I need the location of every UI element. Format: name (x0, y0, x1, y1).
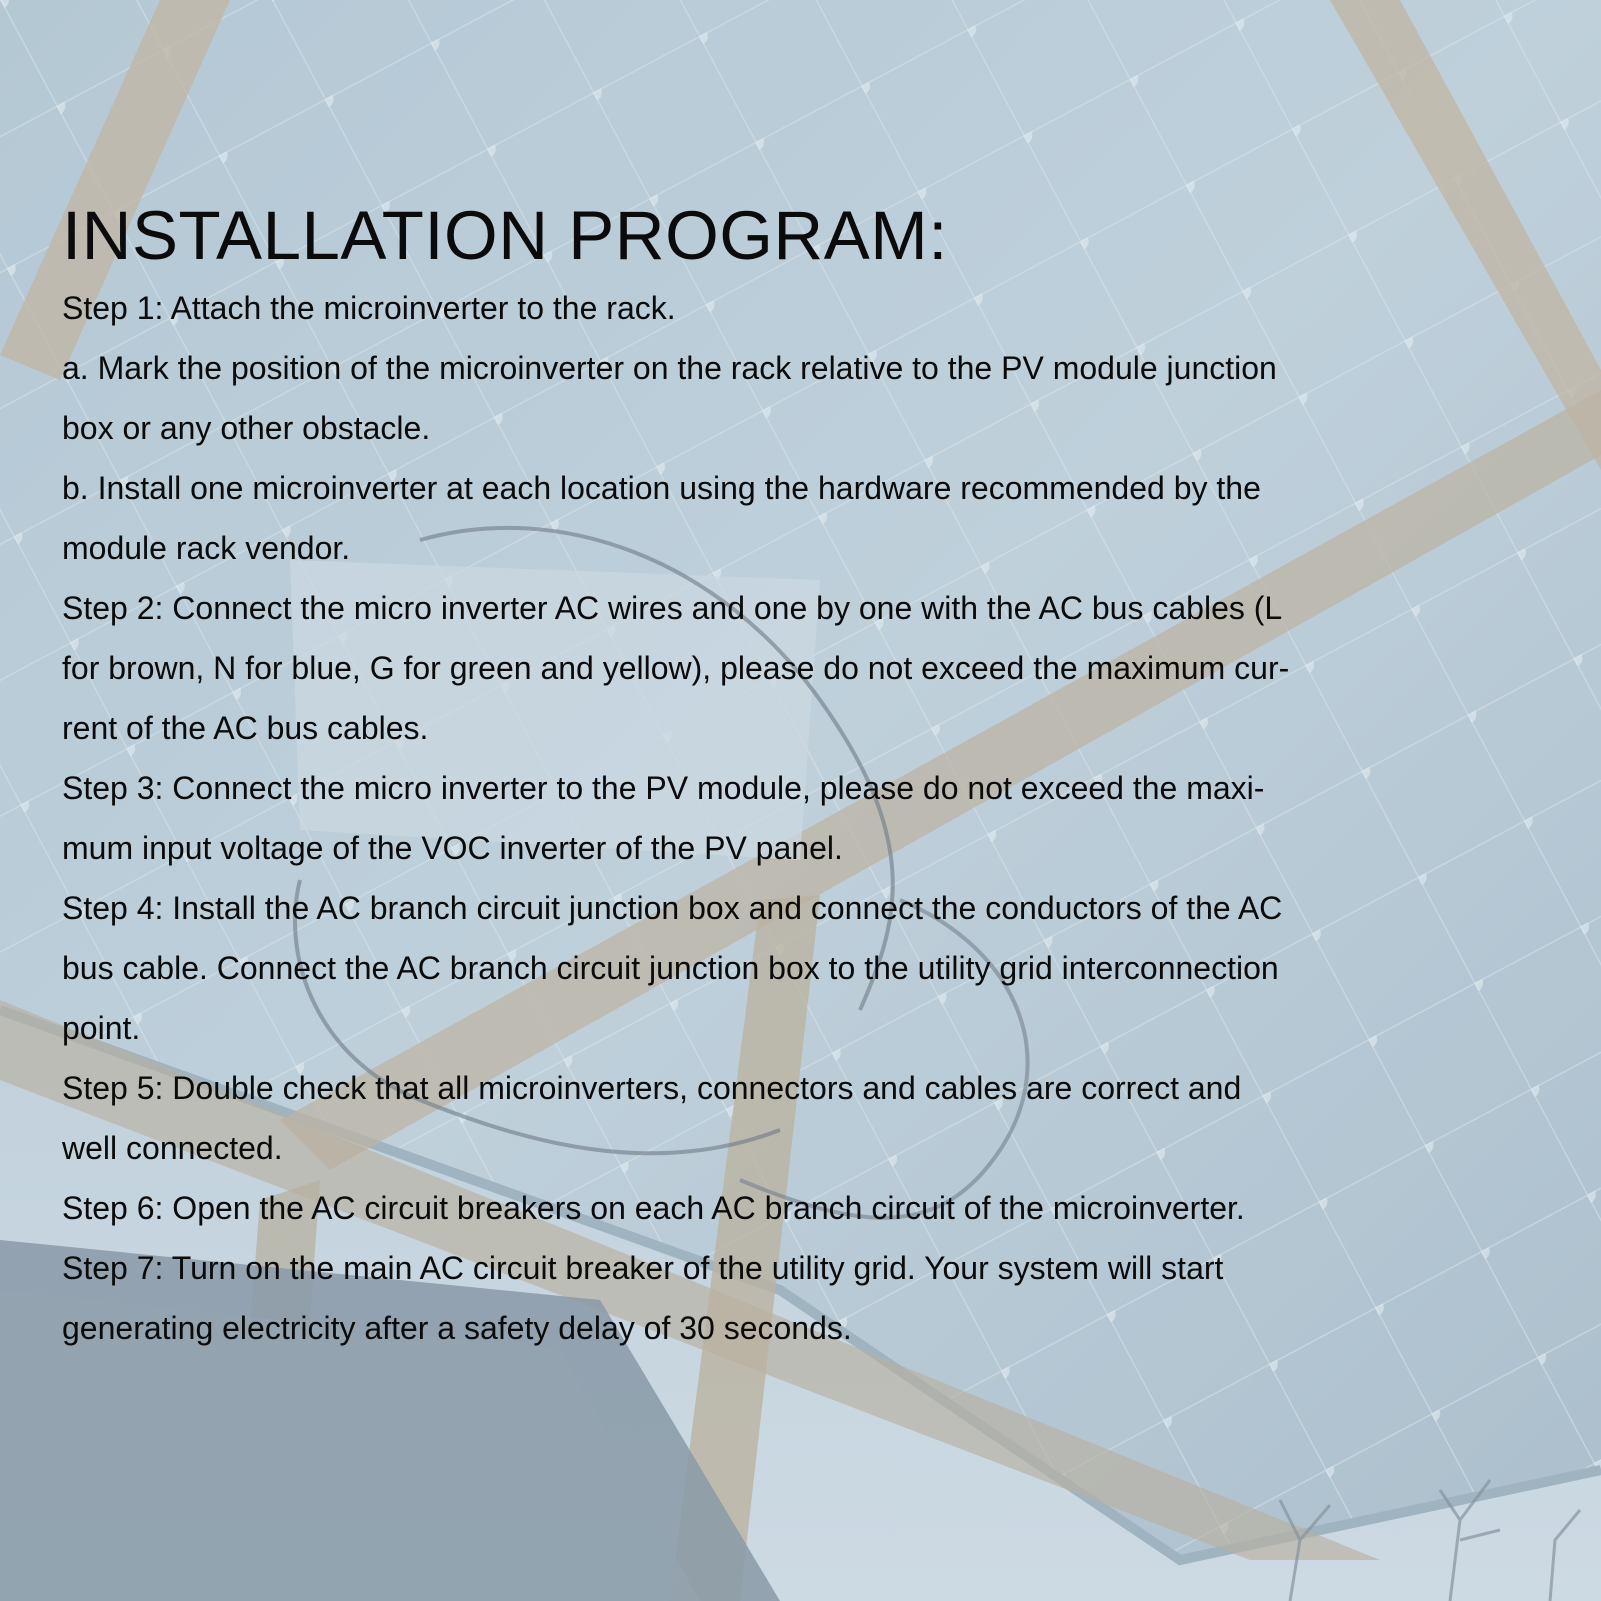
instruction-line: point. (62, 1010, 141, 1046)
instruction-line: generating electricity after a safety delay of 30 seconds. (62, 1310, 852, 1346)
instruction-line: bus cable. Connect the AC branch circuit junction box to the utility grid interconnection (62, 950, 1279, 986)
instruction-line: Step 2: Connect the micro inverter AC wires and one by one with the AC bus cables (L (62, 590, 1283, 626)
instruction-line: Step 1: Attach the microinverter to the rack. (62, 290, 676, 326)
instruction-line: for brown, N for blue, G for green and yellow), please do not exceed the maximum cur- (62, 650, 1290, 686)
instruction-line: box or any other obstacle. (62, 410, 431, 446)
instruction-line: module rack vendor. (62, 530, 351, 566)
instruction-line: a. Mark the position of the microinverter on the rack relative to the PV module junction (62, 350, 1277, 386)
instruction-line: well connected. (62, 1130, 283, 1166)
installation-instructions (62, 190, 1542, 1358)
instruction-line: Step 4: Install the AC branch circuit junction box and connect the conductors of the AC (62, 890, 1283, 926)
instruction-line: rent of the AC bus cables. (62, 710, 429, 746)
instruction-line: Step 5: Double check that all microinverters, connectors and cables are correct and (62, 1070, 1242, 1106)
page-title: INSTALLATION PROGRAM: (62, 197, 948, 274)
instruction-line: Step 7: Turn on the main AC circuit breaker of the utility grid. Your system will start (62, 1250, 1224, 1286)
instruction-line: b. Install one microinverter at each location using the hardware recommended by the (62, 470, 1261, 506)
instruction-line: Step 3: Connect the micro inverter to the PV module, please do not exceed the maxi- (62, 770, 1265, 806)
instruction-line: Step 6: Open the AC circuit breakers on each AC branch circuit of the microinverter. (62, 1190, 1245, 1226)
instruction-steps (62, 278, 1542, 1358)
instruction-line: mum input voltage of the VOC inverter of the PV panel. (62, 830, 843, 866)
